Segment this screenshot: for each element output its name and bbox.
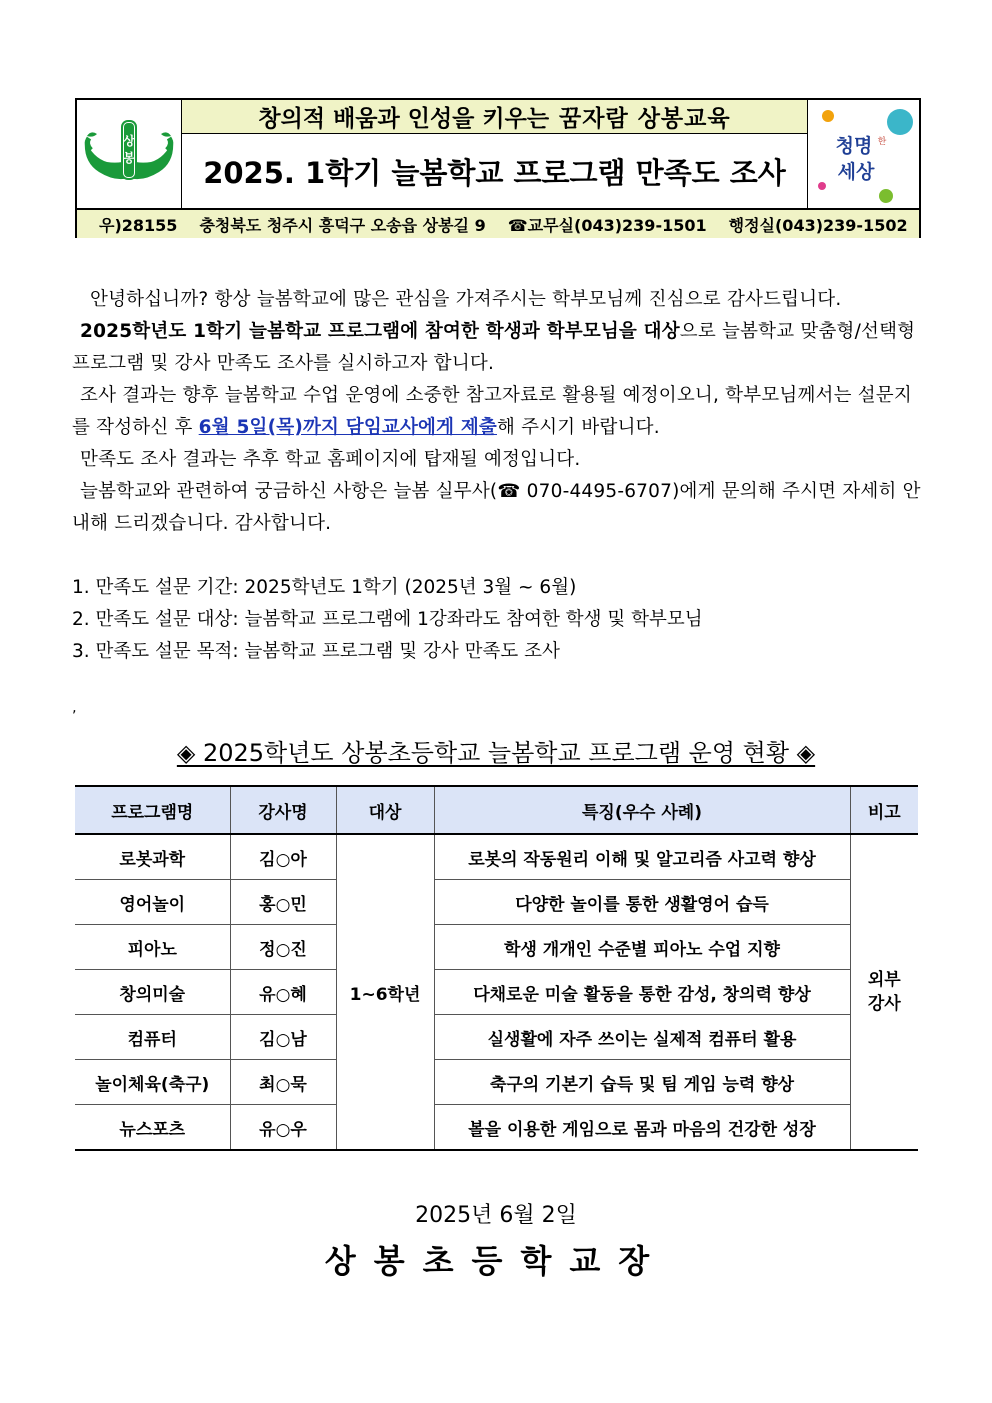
phone-admin: 행정실(043)239-1502 [728, 215, 908, 235]
teacher-name: 홍○민 [230, 880, 336, 925]
address-detail: 충청북도 청주시 흥덕구 오송읍 상봉길 9 [199, 215, 486, 235]
issue-date: 2025년 6월 2일 [415, 1203, 577, 1228]
teacher-name: 김○남 [230, 1015, 336, 1060]
school-logo [77, 100, 182, 208]
result-paragraph: 만족도 조사 결과는 추후 학교 홈페이지에 탑재될 예정입니다. [80, 449, 581, 470]
purpose-rest: 으로 늘봄학교 맞춤형/선택형 프로그램 및 강사 만족도 조사를 실시하고자 합니다. [72, 321, 916, 374]
teacher-name: 정○진 [230, 925, 336, 970]
table-row [75, 970, 918, 1015]
address-bar [77, 208, 919, 238]
program-feature: 축구의 기본기 습득 및 팀 게임 능력 향상 [434, 1060, 850, 1105]
svg-text:한: 한 [877, 137, 887, 147]
section-title-text: ◈ 2025학년도 상봉초등학교 늘봄학교 프로그램 운영 현황 ◈ [176, 739, 816, 767]
teacher-name: 유○우 [230, 1105, 336, 1151]
teacher-name: 김○아 [230, 834, 336, 880]
school-logo-text: 상 [123, 134, 135, 148]
table-row [75, 1105, 918, 1151]
table-header-row [75, 786, 918, 834]
program-name: 컴퓨터 [75, 1015, 230, 1060]
page-title: 2025. 1학기 늘봄학교 프로그램 만족도 조사 [203, 155, 786, 190]
program-feature: 실생활에 자주 쓰이는 실제적 컴퓨터 활용 [434, 1015, 850, 1060]
table-row [75, 925, 918, 970]
purpose-bold: 2025학년도 1학기 늘봄학교 프로그램에 참여한 학생과 학부모님을 대상 [80, 321, 680, 342]
svg-text:세상: 세상 [837, 161, 875, 183]
teacher-name: 최○묵 [230, 1060, 336, 1105]
svg-text:봉: 봉 [123, 151, 135, 165]
deadline-end: 해 주시기 바랍니다. [496, 417, 660, 438]
principal-signature: 상봉초등학교장 [324, 1242, 668, 1280]
deadline-highlight: 6월 5일(목)까지 담임교사에게 제출 [198, 417, 497, 438]
note-cell: 외부 강사 [850, 834, 918, 1150]
section-title [0, 733, 992, 768]
program-name: 영어놀이 [75, 880, 230, 925]
program-feature: 다양한 놀이를 통한 생활영어 습득 [434, 880, 850, 925]
contact-end: )에게 문의해 주시면 자세히 안내해 드리겠습니다. 감사합니다. [72, 481, 921, 534]
program-name: 놀이체육(축구) [75, 1060, 230, 1105]
col-header-program: 프로그램명 [75, 786, 230, 834]
program-name: 피아노 [75, 925, 230, 970]
purpose-paragraph [72, 316, 922, 380]
table-row [75, 1015, 918, 1060]
program-name: 로봇과학 [75, 834, 230, 880]
program-feature: 볼을 이용한 게임으로 몸과 마음의 건강한 성장 [434, 1105, 850, 1151]
col-header-teacher: 강사명 [230, 786, 336, 834]
list-item: 3. 만족도 설문 목적: 늘봄학교 프로그램 및 강사 만족도 조사 [72, 641, 560, 662]
list-item: 1. 만족도 설문 기간: 2025학년도 1학기 (2025년 3월 ~ 6월) [72, 577, 577, 598]
slogan-banner [182, 100, 807, 134]
greeting-paragraph: 안녕하십니까? 항상 늘봄학교에 많은 관심을 가져주시는 학부모님께 진심으로 감사드립니다. [90, 289, 842, 310]
stray-mark: ‚ [72, 700, 77, 716]
slogan-text: 창의적 배움과 인성을 키우는 [258, 106, 550, 132]
table-row [75, 880, 918, 925]
program-feature: 다채로운 미술 활동을 통한 감성, 창의력 향상 [434, 970, 850, 1015]
contact-start: 늘봄학교와 관련하여 궁금하신 사항은 늘봄 실무사( [80, 481, 498, 502]
program-feature: 학생 개개인 수준별 피아노 수업 지향 [434, 925, 850, 970]
teacher-name: 유○혜 [230, 970, 336, 1015]
list-item: 2. 만족도 설문 대상: 늘봄학교 프로그램에 1강좌라도 참여한 학생 및 학부모님 [72, 609, 703, 630]
cheongmyeong-logo [807, 100, 919, 208]
deadline-paragraph [72, 380, 922, 444]
letter-body [72, 284, 922, 540]
col-header-feature: 특징(우수 사례) [434, 786, 850, 834]
contact-paragraph [72, 476, 922, 540]
slogan-highlight: 꿈자람 상봉교육 [559, 105, 731, 132]
program-name: 창의미술 [75, 970, 230, 1015]
phone-office: ☎교무실(043)239-1501 [507, 215, 707, 235]
col-header-note: 비고 [850, 786, 918, 834]
deadline-start: 조사 결과는 향후 늘봄학교 수업 운영에 소중한 참고자료로 활용될 예정이오니, 학부모님께서는 설문지를 작성하신 후 [72, 385, 912, 438]
letterhead [75, 98, 921, 238]
table-row [75, 834, 918, 880]
right-logo-text: 청명 [835, 135, 873, 157]
target-grade: 1~6학년 [336, 834, 434, 1150]
postal-code: 우)28155 [99, 215, 178, 235]
contact-phone: ☎ 070-4495-6707 [497, 481, 673, 502]
table-row [75, 1060, 918, 1105]
survey-info-list [72, 572, 703, 668]
program-feature: 로봇의 작동원리 이해 및 알고리즘 사고력 향상 [434, 834, 850, 880]
program-name: 뉴스포츠 [75, 1105, 230, 1151]
program-table [75, 785, 918, 1151]
col-header-target: 대상 [336, 786, 434, 834]
